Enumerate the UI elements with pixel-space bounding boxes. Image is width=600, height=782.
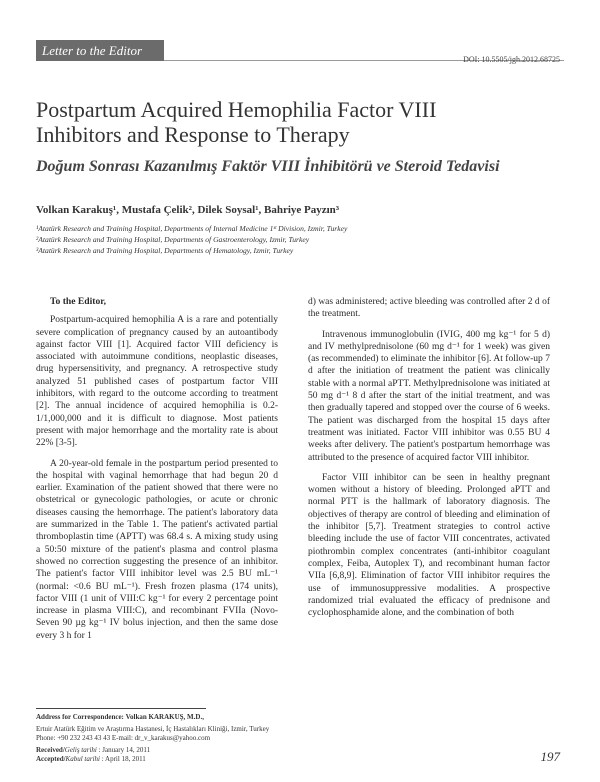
- accepted-value: : April 18, 2011: [101, 755, 146, 763]
- affiliation-3: ³Atatürk Research and Training Hospital, Departments of Hematology, Izmir, Turkey: [36, 246, 294, 255]
- correspondence-contact: Phone: +90 232 243 43 43 E-mail: dr_v_karakus@yahoo.com: [36, 734, 211, 742]
- correspondence-name: Volkan KARAKUŞ, M.D.,: [125, 713, 204, 721]
- correspondence-address: Ertuir Atatürk Eğitim ve Araştırma Hastanesi, İç Hastalıkları Kliniği, Izmir, Turkey: [36, 725, 270, 733]
- body-column-left: [36, 296, 278, 650]
- accepted-date: [36, 755, 146, 764]
- article-title: [36, 97, 556, 147]
- title-line-1: Postpartum Acquired Hemophilia Factor VIII: [36, 97, 437, 122]
- doi-link[interactable]: DOI: 10.5505/jgh.2012.68725: [463, 55, 560, 64]
- affiliation-1: ¹Atatürk Research and Training Hospital, Departments of Internal Medicine 1ˢᵗ Division, Izmir, Turkey: [36, 224, 348, 233]
- accepted-label-tr: Kabul tarihi: [65, 755, 100, 763]
- paragraph: Postpartum-acquired hemophilia A is a rare and potentially severe complication of pregnancy caused by an autoantibody against factor VIII [1]. Acquired factor VIII deficiency is associated with autoimmune conditions, neoplastic diseases, drug hypersensitivity, and pregnancy. A retrospective study analyzed 51 published cases of postpartum factor VIII inhibitors, with regard to the outcome according to treatment [2]. The annual incidence of acquired hemophilia is 0.2-1/1,000,000 and it is difficult to diagnose. Most patients present with major hemorrhage and the mortality rate is about 22% [3-5].: [36, 315, 278, 449]
- section-tag: Letter to the Editor: [36, 40, 164, 61]
- received-label-tr: Geliş tarihi: [64, 746, 97, 754]
- correspondence-line: [36, 713, 204, 722]
- received-label: Received/: [36, 746, 65, 754]
- paragraph: Factor VIII inhibitor can be seen in healthy pregnant women without a history of bleeding. Prolonged aPTT and normal PTT is the hallmark of laboratory diagnosis. The objectives of therapy are control of bleeding and elimination of the inhibitor [5,7]. Treatment strategies to control active bleeding include the use of factor VIII concentrates, activated piothrombin complex concentrates (anti-inhibitor coagulant complex, Feiba, Autoplex T), and recombinant human factor VIIa [6,8,9]. Elimination of factor VIII inhibitor requires the use of immunosuppressive modalities. A prospective randomized trial evaluated the efficacy of prednisone and cyclophosphamide alone, and the combination of both: [308, 472, 550, 619]
- correspondence-label: Address for Correspondence:: [36, 713, 124, 721]
- received-value: : January 14, 2011: [98, 746, 151, 754]
- title-line-2: Inhibitors and Response to Therapy: [36, 122, 350, 147]
- salutation: To the Editor,: [50, 296, 107, 307]
- paragraph: A 20-year-old female in the postpartum period presented to the hospital with vaginal hemorrhage that had begun 20 d earlier. Examination of the patient showed that there were no obstetrical or gynecologic pathologies, or acute or chronic diseases causing the hemorrhage. The patient's laboratory data are summarized in the Table 1. The patient's activated partial thromboplastin time (APTT) was 68.4 s. A mixing study using a 50:50 mixture of the patient's plasma and control plasma showed no correction suggesting the presence of an inhibitor. The patient's factor VIII inhibitor level was 2.5 BU mL⁻¹ (normal: <0.6 BU mL⁻¹). Fresh frozen plasma (174 units), factor VIII (1 unit of VIII:C kg⁻¹ for every 2 percentage point increase in plasma VIII:C), and recombinant FVIIa (Novo-Seven 90 µg kg⁻¹ IV bolus injection, and then the same dose every 3 h for 1: [36, 458, 278, 641]
- footnote-rule: [36, 708, 206, 709]
- affiliation-2: ²Atatürk Research and Training Hospital, Departments of Gastroenterology, Izmir, Turkey: [36, 235, 310, 244]
- author-list: Volkan Karakuş¹, Mustafa Çelik², Dilek Soysal¹, Bahriye Payzın³: [36, 204, 340, 216]
- accepted-label: Accepted/: [36, 755, 66, 763]
- paragraph: d) was administered; active bleeding was controlled after 2 d of the treatment.: [308, 297, 550, 320]
- body-column-right: [308, 296, 550, 627]
- article-subtitle: Doğum Sonrası Kazanılmış Faktör VIII İnhibitörü ve Steroid Tedavisi: [36, 158, 500, 175]
- page-number: 197: [540, 749, 560, 764]
- received-date: [36, 746, 150, 755]
- paragraph: Intravenous immunoglobulin (IVIG, 400 mg kg⁻¹ for 5 d) and IV methylprednisolone (60 mg d⁻¹ for 1 week) was given (as recommended) to eliminate the inhibitor [6]. At follow-up 7 d after the initiation of treatment the patient was clinically stable with a normal aPTT. Methylprednisolone was initiated at 50 mg d⁻¹ 8 d after the start of the initial treatment, and was then gradually tapered and stopped over the course of 6 weeks. The patient was discharged from the hospital 15 days after treatment was initiated. Factor VIII inhibitor was 0.55 BU 4 weeks after delivery. The patient's postpartum hemorrhage was attributed to the presence of acquired factor VIII inhibitor.: [308, 329, 550, 463]
